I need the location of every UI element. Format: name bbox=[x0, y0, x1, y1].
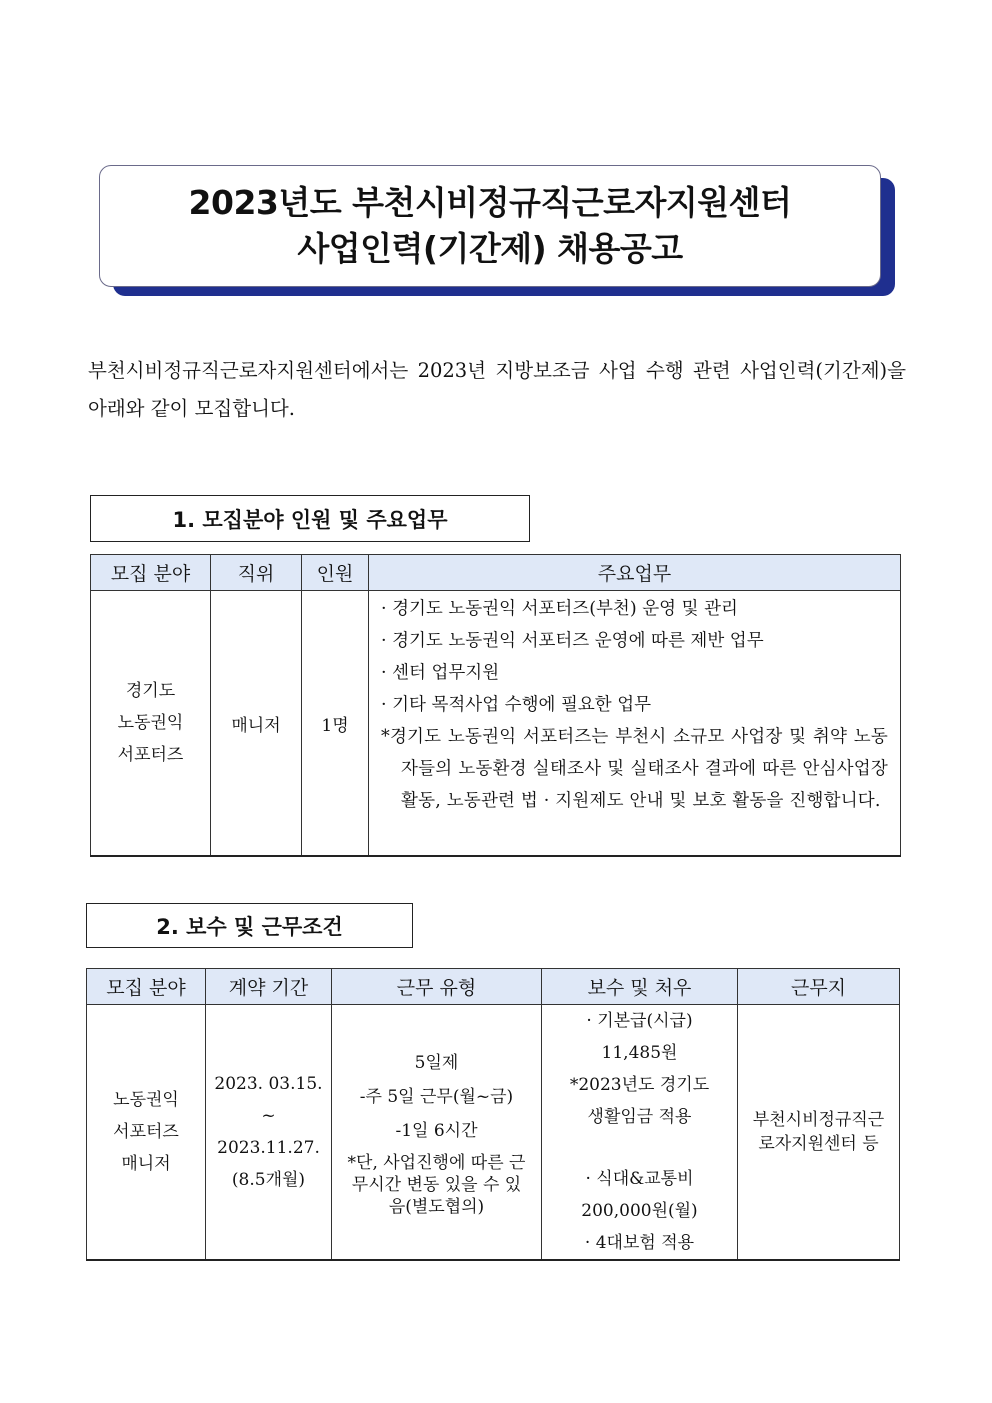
conditions-table bbox=[86, 968, 900, 1261]
period-start: 2023. 03.15. bbox=[214, 1074, 323, 1094]
work-type-line: -1일 6시간 bbox=[395, 1121, 478, 1141]
header-field: 모집 분야 bbox=[87, 969, 206, 1005]
work-type-line: -주 5일 근무(월~금) bbox=[359, 1087, 514, 1107]
pay-line: · 4대보험 적용 bbox=[584, 1233, 695, 1253]
duty-item: · 기타 목적사업 수행에 필요한 업무 bbox=[381, 695, 652, 715]
duty-note: *경기도 노동권익 서포터즈는 부천시 소규모 사업장 및 취약 노동자들의 노동환경 실태조사 및 실태조사 결과에 따른 안심사업장 활동, 노동관련 법 · 지원제도 안내 및 보호 활동을 진행합니다. bbox=[381, 727, 888, 811]
period-cell bbox=[206, 1005, 332, 1261]
table-row bbox=[91, 591, 901, 857]
pay-line: 200,000원(월) bbox=[581, 1201, 698, 1221]
field-cell bbox=[91, 591, 211, 857]
table-header-row bbox=[87, 969, 900, 1005]
header-position: 직위 bbox=[211, 555, 302, 591]
duty-item: · 경기도 노동권익 서포터즈 운영에 따른 제반 업무 bbox=[381, 631, 764, 651]
duties-cell bbox=[369, 591, 901, 857]
header-location: 근무지 bbox=[738, 969, 900, 1005]
field-line: 경기도 bbox=[125, 681, 176, 701]
title-box bbox=[99, 165, 881, 287]
header-work-type: 근무 유형 bbox=[332, 969, 542, 1005]
duty-item: · 센터 업무지원 bbox=[381, 663, 500, 683]
pay-line: · 식대&교통비 bbox=[585, 1169, 694, 1189]
page-title-line-2: 사업인력(기간제) 채용공고 bbox=[297, 229, 683, 268]
pay-line: 11,485원 bbox=[601, 1043, 678, 1063]
header-count: 인원 bbox=[302, 555, 369, 591]
section-2-label: 2. 보수 및 근무조건 bbox=[86, 903, 413, 948]
field-line: 서포터즈 bbox=[117, 745, 184, 765]
field-cell bbox=[87, 1005, 206, 1261]
header-pay: 보수 및 처우 bbox=[542, 969, 738, 1005]
table-row bbox=[87, 1005, 900, 1261]
header-period: 계약 기간 bbox=[206, 969, 332, 1005]
table-header-row bbox=[91, 555, 901, 591]
field-line: 매니저 bbox=[121, 1154, 171, 1174]
recruitment-table bbox=[90, 554, 901, 857]
header-field: 모집 분야 bbox=[91, 555, 211, 591]
period-separator: ~ bbox=[261, 1106, 276, 1126]
page-title-line-1: 2023년도 부천시비정규직근로자지원센터 bbox=[188, 183, 792, 222]
location-cell bbox=[738, 1005, 900, 1261]
field-line: 노동권익 bbox=[113, 1090, 179, 1110]
work-type-note: *단, 사업진행에 따른 근무시간 변동 있을 수 있음(별도협의) bbox=[347, 1153, 526, 1217]
position-cell: 매니저 bbox=[211, 591, 302, 857]
duty-item: · 경기도 노동권익 서포터즈(부천) 운영 및 관리 bbox=[381, 599, 738, 619]
pay-line: *2023년도 경기도 bbox=[569, 1075, 710, 1095]
field-line: 노동권익 bbox=[117, 713, 184, 733]
header-duties: 주요업무 bbox=[369, 555, 901, 591]
period-duration: (8.5개월) bbox=[231, 1170, 306, 1190]
work-type-cell bbox=[332, 1005, 542, 1261]
location-text: 부천시비정규직근로자지원센터 등 bbox=[752, 1110, 885, 1154]
count-cell: 1명 bbox=[302, 591, 369, 857]
pay-line: 생활임금 적용 bbox=[587, 1107, 692, 1127]
intro-paragraph: 부천시비정규직근로자지원센터에서는 2023년 지방보조금 사업 수행 관련 사업인력(기간제)을 아래와 같이 모집합니다. bbox=[88, 359, 906, 420]
work-type-line: 5일제 bbox=[414, 1053, 459, 1073]
period-end: 2023.11.27. bbox=[217, 1138, 320, 1158]
pay-cell bbox=[542, 1005, 738, 1261]
field-line: 서포터즈 bbox=[113, 1122, 179, 1142]
section-1-label: 1. 모집분야 인원 및 주요업무 bbox=[90, 495, 530, 542]
pay-line: · 기본급(시급) bbox=[586, 1011, 693, 1031]
